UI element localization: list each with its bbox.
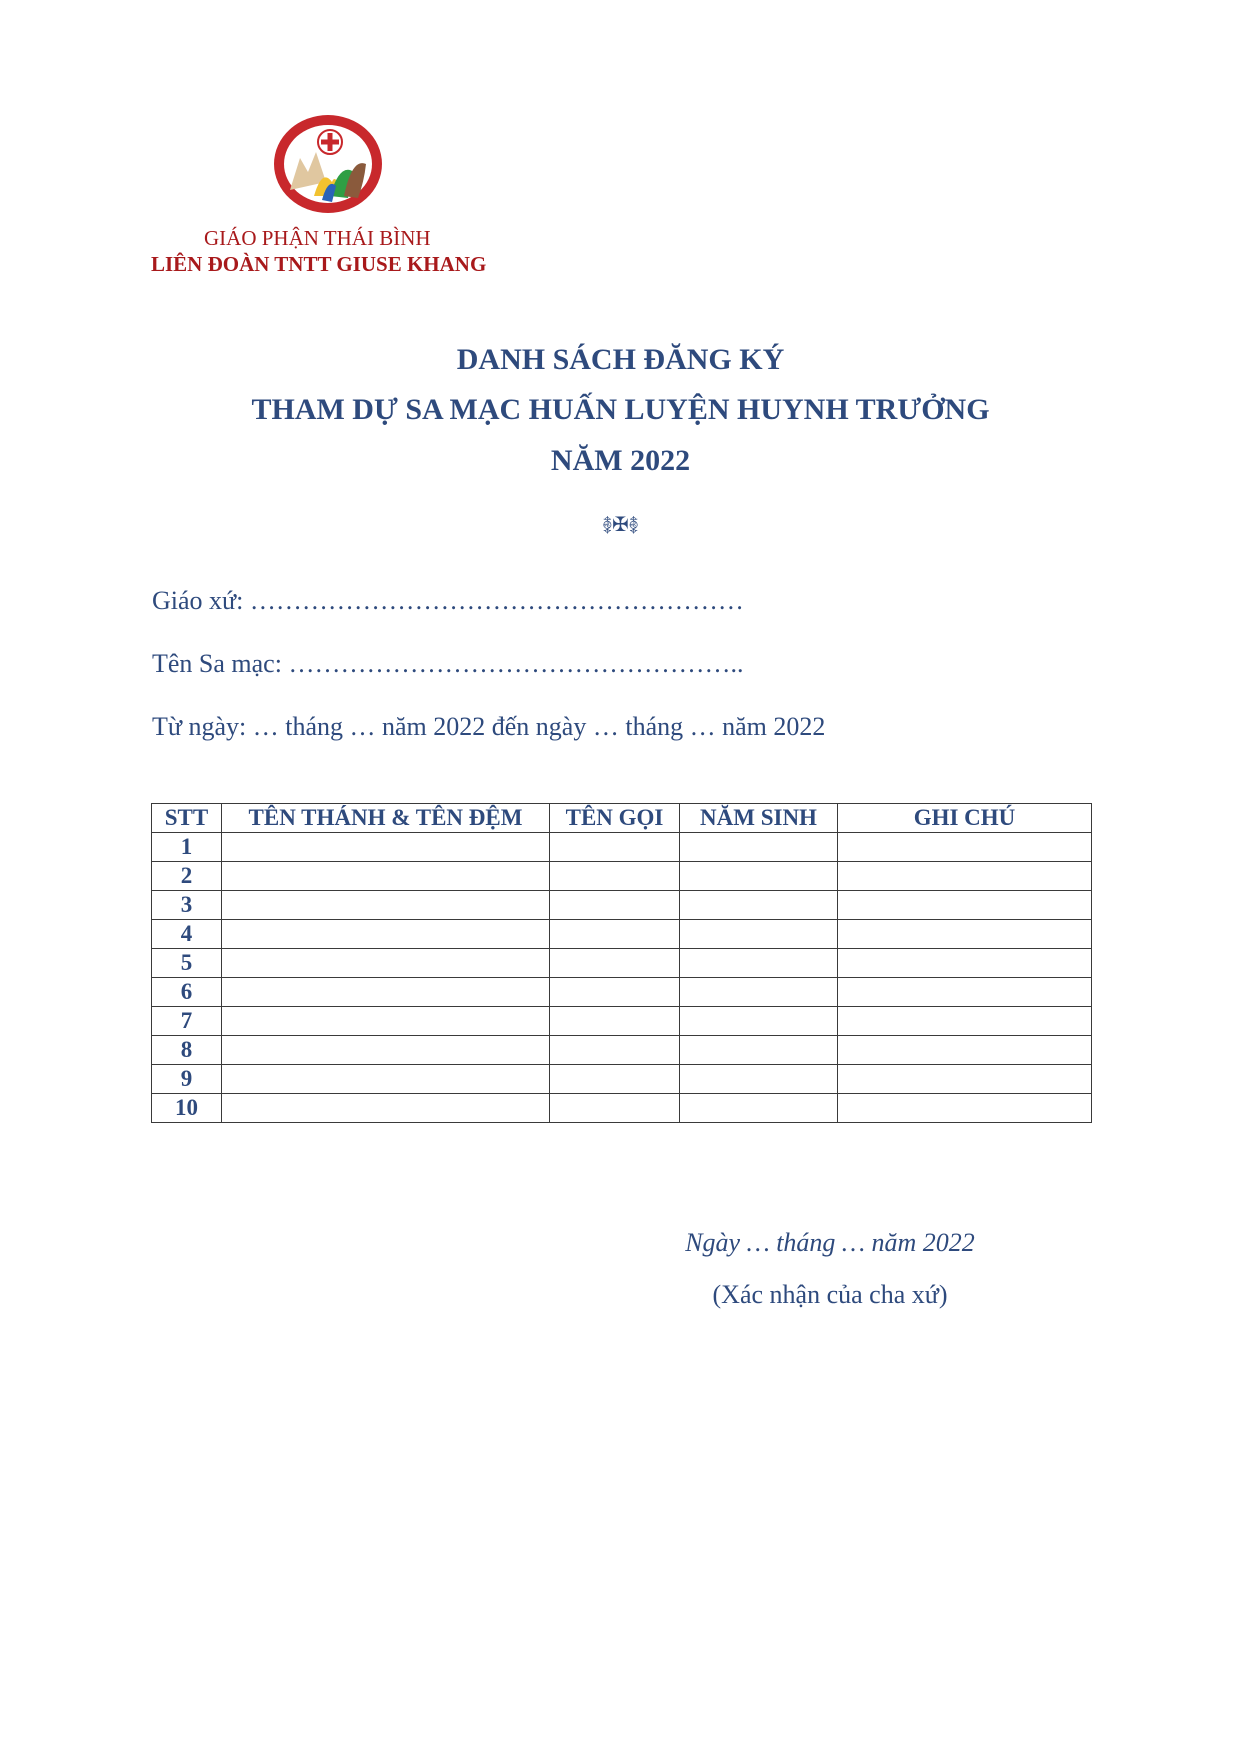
parish-field: Giáo xứ: ………………………………………………… bbox=[152, 586, 744, 615]
cell-birth-year[interactable] bbox=[680, 1094, 838, 1123]
cell-notes[interactable] bbox=[838, 891, 1092, 920]
cell-saint-middle-name[interactable] bbox=[222, 920, 550, 949]
cell-stt: 2 bbox=[152, 862, 222, 891]
ornament-divider-icon: ࿅✠࿅ bbox=[602, 512, 639, 536]
document-title: DANH SÁCH ĐĂNG KÝ bbox=[456, 343, 785, 376]
diocese-logo bbox=[270, 112, 386, 216]
cell-given-name[interactable] bbox=[550, 1065, 680, 1094]
signature-note: (Xác nhận của cha xứ) bbox=[712, 1280, 948, 1309]
table-row bbox=[152, 1094, 1092, 1123]
cell-birth-year[interactable] bbox=[680, 949, 838, 978]
table-body bbox=[152, 833, 1092, 1123]
header-saint-middle-name: TÊN THÁNH & TÊN ĐỆM bbox=[222, 804, 550, 833]
cell-notes[interactable] bbox=[838, 833, 1092, 862]
cell-notes[interactable] bbox=[838, 1036, 1092, 1065]
cell-saint-middle-name[interactable] bbox=[222, 949, 550, 978]
cell-birth-year[interactable] bbox=[680, 920, 838, 949]
cell-given-name[interactable] bbox=[550, 891, 680, 920]
date-range-field: Từ ngày: … tháng … năm 2022 đến ngày … tháng … năm 2022 bbox=[152, 712, 826, 741]
cell-stt: 7 bbox=[152, 1007, 222, 1036]
cell-notes[interactable] bbox=[838, 1065, 1092, 1094]
cell-given-name[interactable] bbox=[550, 949, 680, 978]
cell-stt: 1 bbox=[152, 833, 222, 862]
cell-stt: 8 bbox=[152, 1036, 222, 1065]
table-row bbox=[152, 833, 1092, 862]
cell-given-name[interactable] bbox=[550, 833, 680, 862]
cell-saint-middle-name[interactable] bbox=[222, 1094, 550, 1123]
cell-saint-middle-name[interactable] bbox=[222, 1007, 550, 1036]
table-row bbox=[152, 1007, 1092, 1036]
table-header-row bbox=[152, 804, 1092, 833]
header-birth-year: NĂM SINH bbox=[680, 804, 838, 833]
cell-notes[interactable] bbox=[838, 978, 1092, 1007]
diocese-name: GIÁO PHẬN THÁI BÌNH bbox=[204, 226, 431, 250]
table-row bbox=[152, 1036, 1092, 1065]
cell-saint-middle-name[interactable] bbox=[222, 833, 550, 862]
cell-birth-year[interactable] bbox=[680, 862, 838, 891]
cell-stt: 6 bbox=[152, 978, 222, 1007]
table-row bbox=[152, 862, 1092, 891]
header-stt: STT bbox=[152, 804, 222, 833]
cell-saint-middle-name[interactable] bbox=[222, 891, 550, 920]
camp-name-field: Tên Sa mạc: …………………………………………….. bbox=[152, 649, 744, 678]
cell-saint-middle-name[interactable] bbox=[222, 862, 550, 891]
cell-birth-year[interactable] bbox=[680, 1036, 838, 1065]
cell-birth-year[interactable] bbox=[680, 978, 838, 1007]
cell-birth-year[interactable] bbox=[680, 833, 838, 862]
cell-saint-middle-name[interactable] bbox=[222, 978, 550, 1007]
table-row bbox=[152, 920, 1092, 949]
cell-stt: 9 bbox=[152, 1065, 222, 1094]
document-year: NĂM 2022 bbox=[550, 444, 691, 477]
federation-name: LIÊN ĐOÀN TNTT GIUSE KHANG bbox=[151, 252, 487, 276]
cell-stt: 3 bbox=[152, 891, 222, 920]
header-given-name: TÊN GỌI bbox=[550, 804, 680, 833]
cell-notes[interactable] bbox=[838, 920, 1092, 949]
cell-notes[interactable] bbox=[838, 862, 1092, 891]
cell-stt: 5 bbox=[152, 949, 222, 978]
cell-given-name[interactable] bbox=[550, 1007, 680, 1036]
table-row bbox=[152, 978, 1092, 1007]
cell-birth-year[interactable] bbox=[680, 1007, 838, 1036]
table-row bbox=[152, 1065, 1092, 1094]
cell-stt: 4 bbox=[152, 920, 222, 949]
header-notes: GHI CHÚ bbox=[838, 804, 1092, 833]
cell-given-name[interactable] bbox=[550, 1036, 680, 1065]
table-row bbox=[152, 949, 1092, 978]
cell-given-name[interactable] bbox=[550, 1094, 680, 1123]
document-subtitle: THAM DỰ SA MẠC HUẤN LUYỆN HUYNH TRƯỞNG bbox=[251, 393, 990, 426]
table-row bbox=[152, 891, 1092, 920]
cell-given-name[interactable] bbox=[550, 978, 680, 1007]
registration-table bbox=[151, 803, 1092, 1123]
signature-date: Ngày … tháng … năm 2022 bbox=[685, 1228, 975, 1257]
cell-given-name[interactable] bbox=[550, 920, 680, 949]
cell-notes[interactable] bbox=[838, 1094, 1092, 1123]
cell-saint-middle-name[interactable] bbox=[222, 1036, 550, 1065]
cell-birth-year[interactable] bbox=[680, 1065, 838, 1094]
cell-stt: 10 bbox=[152, 1094, 222, 1123]
cell-saint-middle-name[interactable] bbox=[222, 1065, 550, 1094]
cell-notes[interactable] bbox=[838, 949, 1092, 978]
cell-given-name[interactable] bbox=[550, 862, 680, 891]
cell-notes[interactable] bbox=[838, 1007, 1092, 1036]
cell-birth-year[interactable] bbox=[680, 891, 838, 920]
